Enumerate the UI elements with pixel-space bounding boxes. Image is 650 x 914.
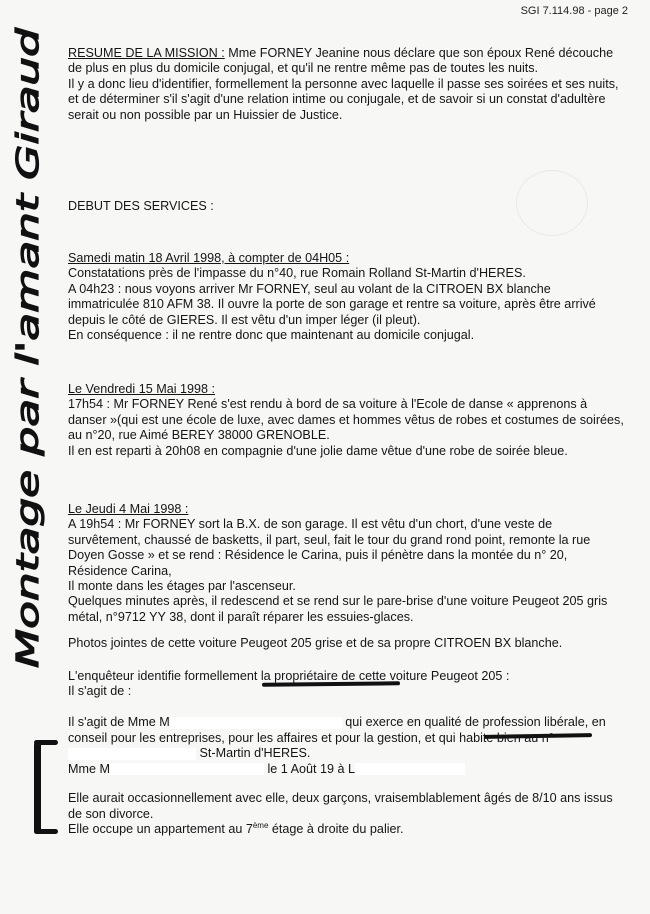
resume-label: RESUME DE LA MISSION : [68,46,225,60]
paragraph: A 04h23 : nous voyons arriver Mr FORNEY, seul au volant de la CITROEN BX blanche immatriculée 810 AFM 38. Il ouvre la porte de son garage et rentre sa voiture, après être arrivé depuis le côté de GIERES. Il est vêtu d'un imper léger (il pleut). [68,281,596,327]
paragraph: Photos jointes de cette voiture Peugeot 205 grise et de sa propre CITROEN BX blanche. [68,636,563,651]
resume-text: Mme FORNEY Jeanine nous déclare que son époux René découche de plus en plus du domicile conjugal, et qu'il ne rentre même pas de toutes les nuits. [68,46,614,76]
text-fragment: Août 19 [287,761,335,776]
section-jeudi [68,502,624,837]
resume-section [68,46,624,123]
redaction [355,763,465,775]
paragraph [68,822,624,837]
paragraph-redacted [68,762,624,777]
paragraph: Elle aurait occasionnellement avec elle, deux garçons, vraisemblablement âgés de 8/10 ans issus de son divorce. [68,791,613,821]
text-fragment: le 1 [263,761,288,776]
bracket-top [34,740,58,745]
section-title: Samedi matin 18 Avril 1998, à compter de 04H05 : [68,251,350,265]
paragraph: Il monte dans les étages par l'ascenseur. [68,579,296,594]
paragraph: A 19h54 : Mr FORNEY sort la B.X. de son garage. Il est vêtu d'un chort, d'une veste de survêtement, chaussé de basketts, il part, seul, fait le tour du grand rond point, remonte la rue Doyen Gosse » et se rend : Résidence le Carina, puis il pénètre dans la montée du n° 20, Résidence Carina, [68,517,591,578]
redaction [170,717,342,729]
superscript: ème [252,820,269,830]
section-title: Le Vendredi 15 Mai 1998 : [68,382,216,396]
text-fragment: à L [334,761,356,776]
paragraph: Quelques minutes après, il redescend et se rend sur le pare-brise d'une voiture Peugeot 205 gris métal, n°9712 YY 38, dont il paraît réparer les essuies-glaces. [68,594,608,624]
handwritten-margin-note [0,0,54,914]
paragraph: Il en est reparti à 20h08 en compagnie d'une jolie dame vêtue d'une robe de soirée bleue. [68,443,568,458]
section-vendredi [68,382,624,459]
redaction [68,748,196,760]
text-fragment: St-Martin d'HERES. [196,746,311,761]
text-fragment: Il s'agit de Mme M [68,715,170,730]
redaction [110,763,264,775]
paragraph: Constatations près de l'impasse du n°40, rue Romain Rolland St-Martin d'HERES. [68,266,526,281]
text-fragment: étage à droite du palier. [268,821,404,836]
bracket-vertical [34,742,41,834]
bracket-bottom [34,829,58,834]
text-fragment: qui exerce en qualité de profession libérale, en conseil pour les entreprises, pour les affaires et pour la gestion, et qui habite bien au n° [68,715,606,745]
paragraph: L'enquêteur identifie formellement la propriétaire de cette voiture Peugeot 205 : [68,668,510,683]
resume-text-2: Il y a donc lieu d'identifier, formellement la personne avec laquelle il passe ses soirées et ses nuits, et de déterminer s'il s'agit d'une relation intime ou conjugale, et de savoir si un constat d'adultère serait ou non possible par un Huissier de Justice. [68,76,619,122]
text-fragment: Elle occupe un appartement au 7 [68,821,253,836]
section-samedi [68,251,624,343]
text-fragment: Mme M [68,761,110,776]
handwriting-image [0,0,64,700]
paragraph: Il s'agit de : [68,684,132,699]
paragraph: En conséquence : il ne rentre donc que maintenant au domicile conjugal. [68,328,475,343]
debut-label: DEBUT DES SERVICES : [68,199,214,213]
paragraph: 17h54 : Mr FORNEY René s'est rendu à bord de sa voiture à l'Ecole de danse « apprenons à danser »(qui est une école de luxe, avec dames et hommes vêtus de robes et costumes de soirées, au n°20, rue Aimé BEREY 38000 GRENOBLE. [68,397,624,443]
paragraph-redacted [68,715,624,761]
page-reference: SGI 7.114.98 - page 2 [520,5,628,17]
section-title: Le Jeudi 4 Mai 1998 : [68,502,189,516]
handwritten-text: Montage par l'amant Giraud [11,245,46,668]
